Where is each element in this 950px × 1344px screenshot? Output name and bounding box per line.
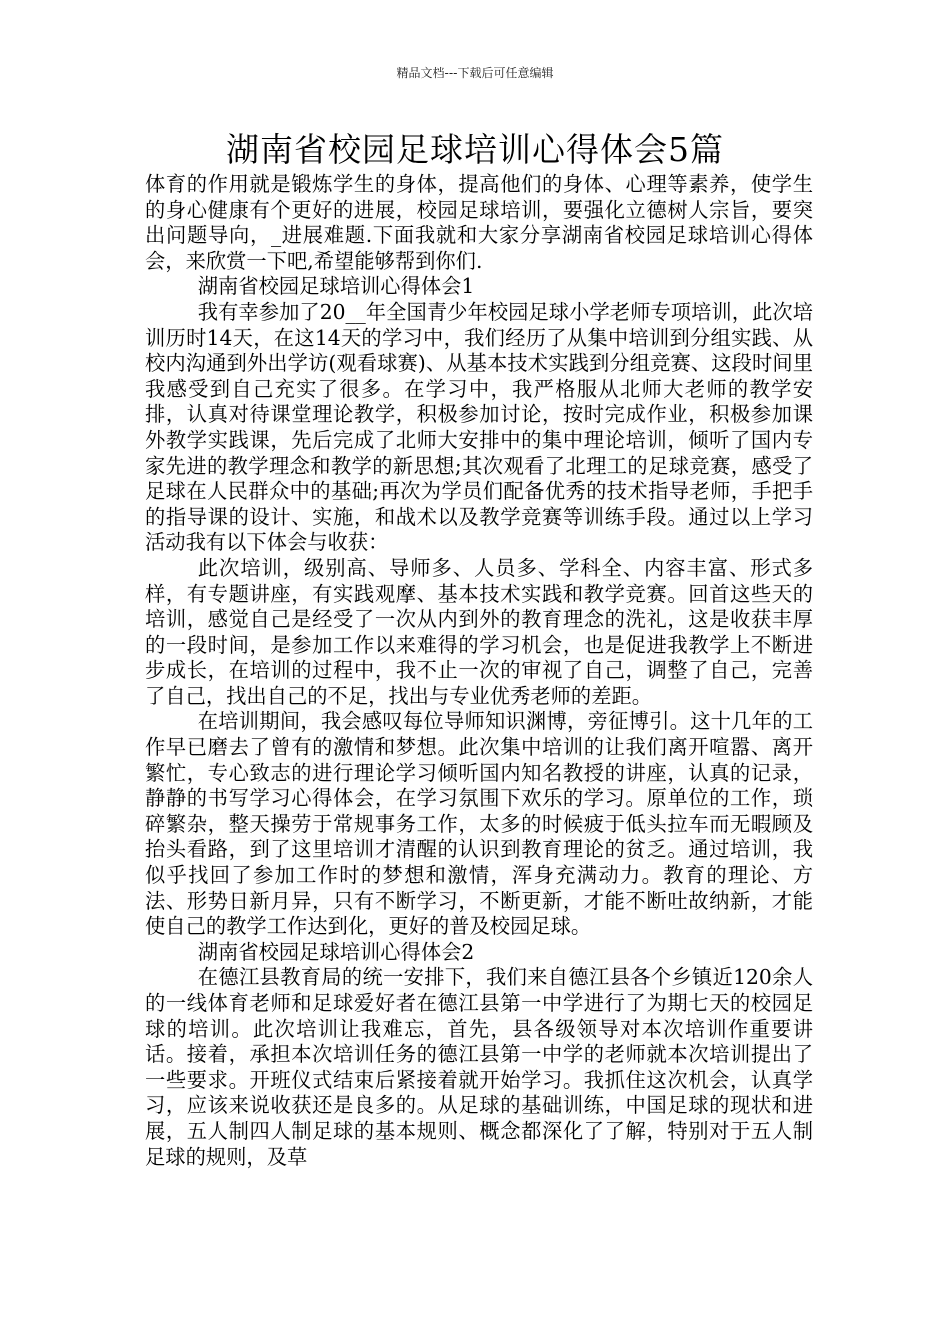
intro-paragraph: 体育的作用就是锻炼学生的身体，提高他们的身体、心理等素养，使学生的身心健康有个更好的进展，校园足球培训，要强化立德树人宗旨，要突出问题导向，_进展难题.下面我就和大家分享湖南省校园足球培训心得体会，来欣赏一下吧,希望能够帮到你们.	[145, 172, 813, 273]
body-paragraph: 在德江县教育局的统一安排下，我们来自德江县各个乡镇近120余人的一线体育老师和足球爱好者在德江县第一中学进行了为期七天的校园足球的培训。此次培训让我难忘，首先，县各级领导对本次培训作重要讲话。接着，承担本次培训任务的德江县第一中学的老师就本次培训提出了一些要求。开班仪式结束后紧接着就开始学习。我抓住这次机会，认真学习，应该来说收获还是良多的。从足球的基础训练，中国足球的现状和进展，五人制四人制足球的基本规则、概念都深化了了解，特别对于五人制足球的规则，及草	[145, 965, 813, 1169]
page-header: 精品文档---下载后可任意编辑	[396, 66, 554, 80]
document-title: 湖南省校园足球培训心得体会5篇	[226, 130, 724, 169]
section-heading-1: 湖南省校园足球培训心得体会1	[197, 274, 475, 299]
body-paragraph: 在培训期间，我会感叹每位导师知识渊博，旁征博引。这十几年的工作早已磨去了曾有的激情和梦想。此次集中培训的让我们离开喧嚣、离开繁忙，专心致志的进行理论学习倾听国内知名教授的讲座，认真的记录，静静的书写学习心得体会，在学习氛围下欢乐的学习。原单位的工作，琐碎繁杂，整天操劳于常规事务工作，太多的时候疲于低头拉车而无暇顾及抬头看路，到了这里培训才清醒的认识到教育理论的贫乏。通过培训，我似乎找回了参加工作时的梦想和激情，浑身充满动力。教育的理论、方法、形势日新月异，只有不断学习，不断更新，才能不断吐故纳新，才能使自己的教学工作达到化，更好的普及校园足球。	[145, 709, 813, 939]
document-body	[145, 172, 813, 1170]
body-paragraph: 我有幸参加了20__年全国青少年校园足球小学老师专项培训，此次培训历时14天，在这14天的学习中，我们经历了从集中培训到分组实践、从校内沟通到外出学访(观看球赛)、从基本技术实践到分组竞赛、这段时间里我感受到自己充实了很多。在学习中，我严格服从北师大老师的教学安排，认真对待课堂理论教学，积极参加讨论，按时完成作业，积极参加课外教学实践课，先后完成了北师大安排中的集中理论培训，倾听了国内专家先进的教学理念和教学的新思想;其次观看了北理工的足球竞赛，感受了足球在人民群众中的基础;再次为学员们配备优秀的技术指导老师，手把手的指导课的设计、实施，和战术以及教学竞赛等训练手段。通过以上学习活动我有以下体会与收获：	[145, 299, 813, 555]
section-heading-2: 湖南省校园足球培训心得体会2	[197, 939, 475, 964]
body-paragraph: 此次培训，级别高、导师多、人员多、学科全、内容丰富、形式多样，有专题讲座，有实践观摩、基本技术实践和教学竞赛。回首这些天的培训，感觉自己是经受了一次从内到外的教育理念的洗礼，这是收获丰厚的一段时间，是参加工作以来难得的学习机会，也是促进我教学上不断进步成长，在培训的过程中，我不止一次的审视了自己，调整了自己，完善了自己，找出自己的不足，找出与专业优秀老师的差距。	[145, 555, 813, 708]
